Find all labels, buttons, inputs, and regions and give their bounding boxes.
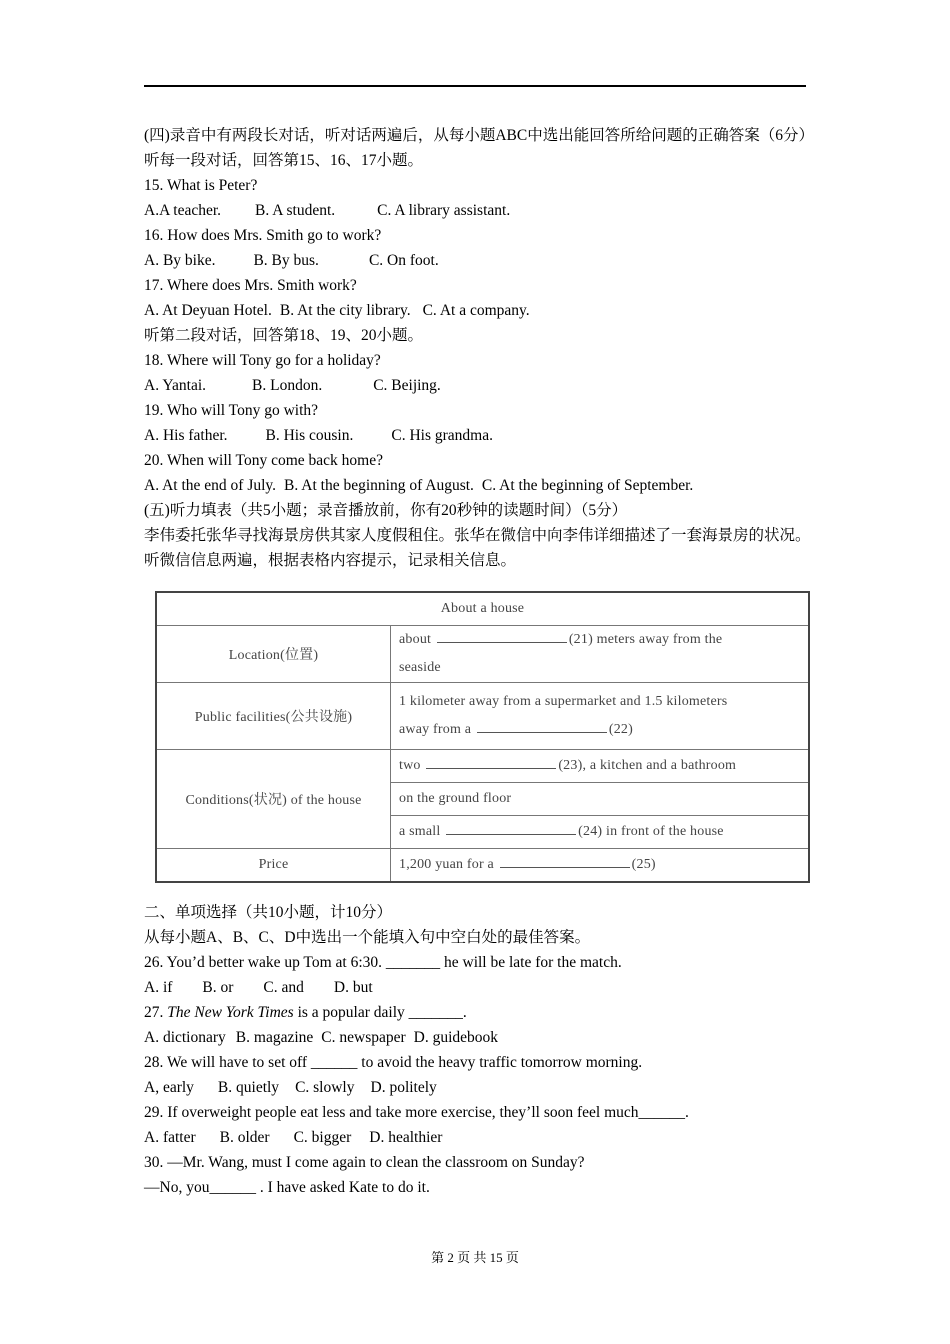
q18-stem: 18. Where will Tony go for a holiday?	[144, 352, 381, 369]
q29-options	[144, 1125, 814, 1150]
q29-option-b: B. older	[219, 1129, 270, 1146]
q19-option-b: B. His cousin.	[265, 427, 354, 444]
blank-22[interactable]	[477, 718, 607, 733]
facilities-value: 1 kilometer away from a supermarket and 1.5 kilometers away from a (22)	[391, 683, 810, 750]
dialog2-intro: 听第二段对话，回答第18、19、20小题。	[144, 327, 424, 344]
q17-option-c: C. At a company.	[422, 302, 530, 319]
blank-22-number: (22)	[608, 722, 633, 737]
q27-options	[144, 1025, 814, 1050]
blank-23[interactable]	[426, 754, 556, 769]
q17-stem: 17. Where does Mrs. Smith work?	[144, 277, 357, 294]
table-title: About a house	[156, 592, 809, 626]
blank-23-number: (23)	[558, 758, 583, 773]
q19-option-c: C. His grandma.	[391, 427, 493, 444]
q27-option-b: B. magazine	[235, 1029, 314, 1046]
q16-option-b: B. By bus.	[253, 252, 319, 269]
location-value: about (21) meters away from the seaside	[391, 626, 810, 683]
q16-stem: 16. How does Mrs. Smith go to work?	[144, 227, 382, 244]
q30-reply: —No, you______ . I have asked Kate to do it.	[144, 1179, 430, 1196]
table-row-price	[156, 849, 809, 883]
q19-option-a: A. His father.	[144, 427, 228, 444]
conditions-value-2: on the ground floor	[391, 783, 810, 816]
q15-options	[144, 198, 814, 223]
q19-options	[144, 423, 814, 448]
q17-option-b: B. At the city library.	[279, 302, 411, 319]
q19-stem: 19. Who will Tony go with?	[144, 402, 319, 419]
q20-options	[144, 473, 814, 498]
q29-option-a: A. fatter	[144, 1129, 196, 1146]
q28-stem: 28. We will have to set off ______ to avoid the heavy traffic tomorrow morning.	[144, 1054, 643, 1071]
q28-options	[144, 1075, 814, 1100]
q20-option-c: C. At the beginning of September.	[481, 477, 694, 494]
newspaper-title: The New York Times	[167, 1004, 294, 1021]
q20-option-b: B. At the beginning of August.	[284, 477, 474, 494]
q26-option-b: B. or	[202, 979, 234, 996]
q27-option-d: D. guidebook	[413, 1029, 499, 1046]
house-table-wrapper	[155, 591, 810, 883]
facilities-label: Public facilities(公共设施)	[156, 683, 391, 750]
table-title-row	[156, 592, 809, 626]
q28-option-c: C. slowly	[295, 1079, 355, 1096]
q29-option-d: D. healthier	[369, 1129, 443, 1146]
q26-option-d: D. but	[333, 979, 373, 996]
blank-24[interactable]	[446, 820, 576, 835]
q15-option-b: B. A student.	[255, 202, 336, 219]
header-rule	[144, 85, 806, 87]
part2-intro: 从每小题A、B、C、D中选出一个能填入句中空白处的最佳答案。	[144, 929, 591, 946]
q18-option-a: A. Yantai.	[144, 377, 207, 394]
section4-heading: (四)录音中有两段长对话，听对话两遍后，从每小题ABC中选出能回答所给问题的正确答案（6分）	[144, 127, 814, 144]
part2-heading: 二、单项选择（共10小题，计10分）	[144, 904, 393, 921]
q17-options	[144, 298, 814, 323]
blank-25-number: (25)	[631, 857, 656, 872]
q30-stem: 30. —Mr. Wang, must I come again to clean the classroom on Sunday?	[144, 1154, 585, 1171]
q18-options	[144, 373, 814, 398]
q29-option-c: C. bigger	[293, 1129, 352, 1146]
q17-option-a: A. At Deyuan Hotel.	[144, 302, 272, 319]
section5-intro: 李伟委托张华寻找海景房供其家人度假租住。张华在微信中向李伟详细描述了一套海景房的状况。听微信信息两遍，根据表格内容提示，记录相关信息。	[144, 527, 811, 569]
table-row-location	[156, 626, 809, 683]
q27-stem: 27. The New York Times is a popular daily _______.	[144, 1004, 467, 1021]
q29-stem: 29. If overweight people eat less and take more exercise, they’ll soon feel much______.	[144, 1104, 689, 1121]
q26-option-a: A. if	[144, 979, 173, 996]
q16-option-a: A. By bike.	[144, 252, 216, 269]
q28-option-a: A, early	[144, 1079, 194, 1096]
conditions-label: Conditions(状况) of the house	[156, 750, 391, 849]
q28-option-d: D. politely	[370, 1079, 437, 1096]
conditions-value-3: a small (24) in front of the house	[391, 816, 810, 849]
q16-options	[144, 248, 814, 273]
q26-options	[144, 975, 814, 1000]
q26-stem: 26. You’d better wake up Tom at 6:30. _______ he will be late for the match.	[144, 954, 622, 971]
exam-content	[144, 123, 814, 1200]
q15-stem: 15. What is Peter?	[144, 177, 258, 194]
page-footer: 第 2 页 共 15 页	[431, 1250, 519, 1265]
q26-option-c: C. and	[263, 979, 304, 996]
q20-stem: 20. When will Tony come back home?	[144, 452, 383, 469]
q20-option-a: A. At the end of July.	[144, 477, 277, 494]
blank-25[interactable]	[500, 853, 630, 868]
q16-option-c: C. On foot.	[368, 252, 439, 269]
q27-option-a: A. dictionary	[144, 1029, 226, 1046]
conditions-value-1: two (23), a kitchen and a bathroom	[391, 750, 810, 783]
q27-option-c: C. newspaper	[321, 1029, 406, 1046]
blank-21-number: (21)	[568, 632, 593, 647]
price-value: 1,200 yuan for a (25)	[391, 849, 810, 883]
q15-option-a: A.A teacher.	[144, 202, 222, 219]
q28-option-b: B. quietly	[217, 1079, 280, 1096]
house-info-table	[155, 591, 810, 883]
table-row-conditions-1	[156, 750, 809, 783]
q18-option-c: C. Beijing.	[373, 377, 441, 394]
q18-option-b: B. London.	[252, 377, 323, 394]
section5-heading: (五)听力填表（共5小题；录音播放前，你有20秒钟的读题时间）（5分）	[144, 502, 628, 519]
blank-21[interactable]	[437, 628, 567, 643]
location-label: Location(位置)	[156, 626, 391, 683]
table-row-facilities	[156, 683, 809, 750]
price-label: Price	[156, 849, 391, 883]
blank-24-number: (24)	[578, 824, 603, 839]
q15-option-c: C. A library assistant.	[377, 202, 511, 219]
dialog1-intro: 听每一段对话，回答第15、16、17小题。	[144, 152, 424, 169]
